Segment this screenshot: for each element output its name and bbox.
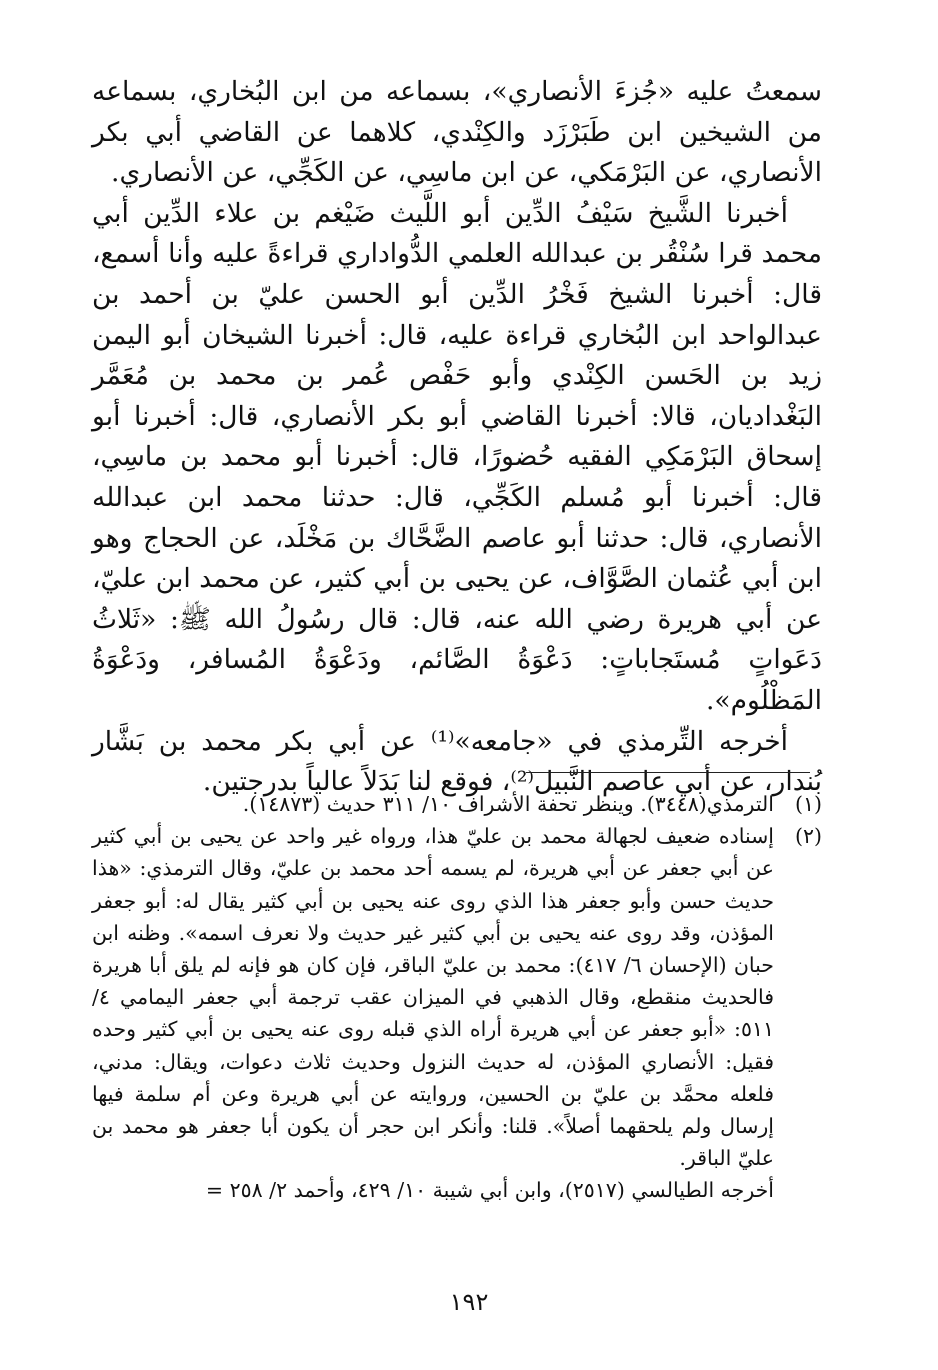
- footnote-2: [92, 820, 822, 1174]
- footnote-text: إسناده ضعيف لجهالة محمد بن عليّ هذا، ورواه غير واحد عن يحيى بن أبي كثير عن أبي جعفر عن أبي هريرة، لم يسمه أحد محمد بن عليّ، وقال الترمذي: «هذا حديث حسن وأبو جعفر هذا الذي روى عنه يحيى بن أبي كثير يقال له: أبو جعفر المؤذن، وقد روى عنه يحيى بن أبي كثير غير حديث ولا نعرف اسمه». وظنه ابن حبان (الإحسان ٦/ ٤١٧): محمد بن عليّ الباقر، فإن كان هو فإنه لم يلق أبا هريرة فالحديث منقطع، وقال الذهبي في الميزان عقب ترجمة أبي جعفر اليمامي ٤/ ٥١١: «أبو جعفر عن أبي هريرة أراه الذي قبله روى عنه يحيى بن أبي كثير وحده فقيل: الأنصاري المؤذن، له حديث النزول وحديث ثلاث دعوات، ويقال: مدني، فلعله محمَّد بن عليّ بن الحسين، وروايته عن أبي هريرة وعن أم سلمة فيها إرسال ولم يلحقهما أصلاً». قلنا: وأنكر ابن حجر أن يكون أبا جعفر هو محمد بن عليّ الباقر.: [92, 824, 774, 1171]
- footnote-number: (٢): [794, 824, 822, 849]
- paragraph-2: أخبرنا الشَّيخ سَيْفُ الدِّين أبو اللَّيث ضَيْغم بن علاء الدِّين أبي محمد قرا سُنْقُر بن عبدالله العلمي الدُّواداري قراءةً عليه وأنا أسمع، قال: أخبرنا الشيخ فَخْرُ الدِّين أبو الحسن عليّ بن أحمد بن عبدالواحد ابن البُخاري قراءة عليه، قال: أخبرنا الشيخان أبو اليمن زيد بن الحَسن الكِنْدي وأبو حَفْص عُمر بن محمد بن مُعَمَّر البَغْداديان، قالا: أخبرنا القاضي أبو بكر الأنصاري، قال: أخبرنا أبو إسحاق البَرْمَكِي الفقيه حُضورًا، قال: أخبرنا أبو محمد بن ماسِي، قال: أخبرنا أبو مُسلم الكَجِّي، قال: حدثنا محمد ابن عبدالله الأنصاري، قال: حدثنا أبو عاصم الضَّحَّاك بن مَخْلَد، عن الحجاج وهو ابن أبي عُثمان الصَّوَّاف، عن يحيى بن أبي كثير، عن محمد ابن عليّ، عن أبي هريرة رضي الله عنه، قال: قال رسُولُ الله ﷺ: «ثَلاثُ دَعَواتٍ مُستَجاباتٍ: دَعْوَةُ الصَّائم، ودَعْوَةُ المُسافر، ودَعْوَةُ المَظْلُوم».: [92, 197, 822, 716]
- paragraph-1: سمعتُ عليه «جُزءَ الأنصاري»، بسماعه من ابن البُخاري، بسماعه من الشيخين ابن طَبَرْزَد والكِنْدي، كلاهما عن القاضي أبي بكر الأنصاري، عن البَرْمَكي، عن ابن ماسِي، عن الكَجِّي، عن الأنصاري.: [92, 76, 822, 189]
- footnote-1: [92, 788, 822, 820]
- page-number: ١٩٢: [449, 1288, 489, 1316]
- footnotes: [92, 788, 822, 1207]
- main-text: [92, 72, 822, 803]
- footnote-continuation: أخرجه الطيالسي (٢٥١٧)، وابن أبي شيبة ١٠/ ٤٢٩، وأحمد ٢/ ٢٥٨ =: [205, 1178, 774, 1203]
- footnote-number: (١): [794, 792, 822, 816]
- footnote-text: الترمذي(٣٤٤٨). وينظر تحفة الأشراف ١٠/ ٣١١ حديث (١٤٨٧٣).: [242, 792, 774, 816]
- paragraph-3: أخرجه التِّرمذي في «جامعه»⁽¹⁾ عن أبي بكر محمد بن بَشَّار بُندار، عن أبي عاصم النَّبيل⁽²⁾، فوقع لنا بَدَلاً عالياً بدرجتين.: [92, 725, 822, 798]
- footnote-separator: [526, 772, 810, 773]
